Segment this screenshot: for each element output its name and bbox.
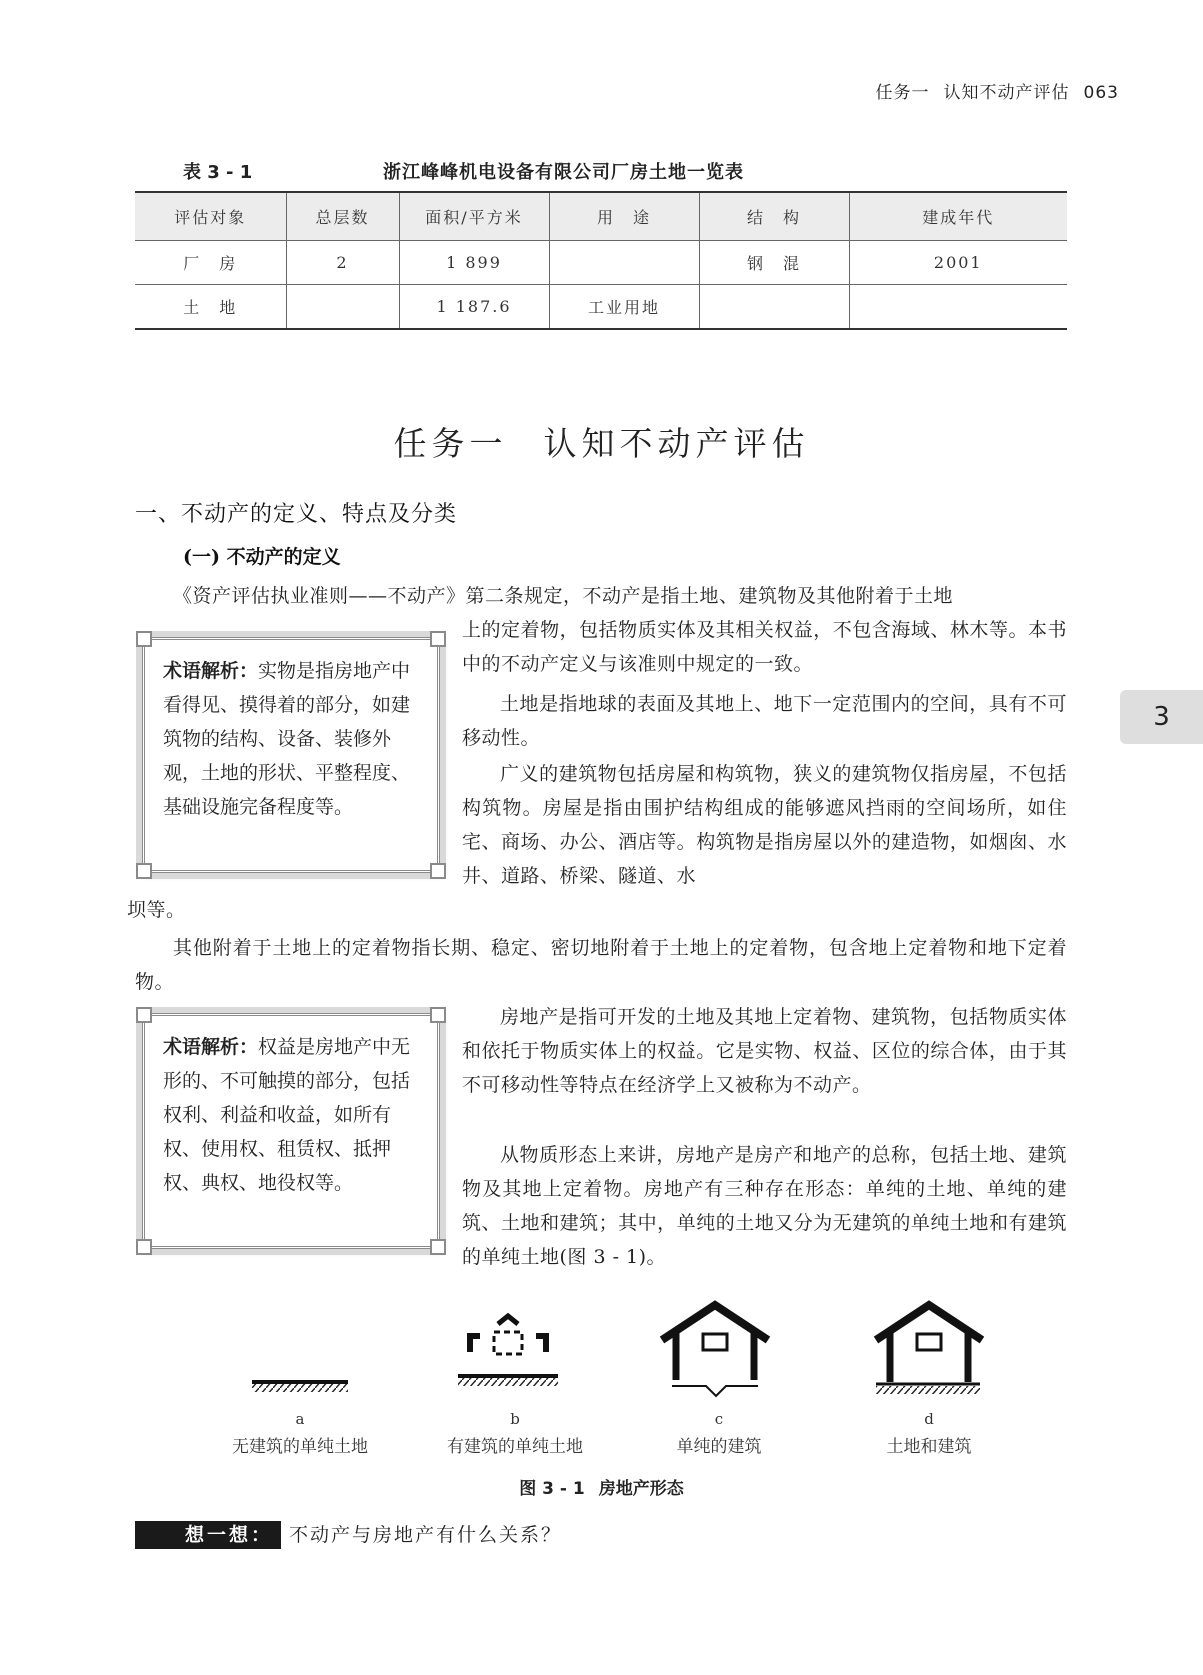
header-title: 认知不动产评估 bbox=[943, 83, 1070, 103]
figure-label: 有建筑的单纯土地 bbox=[447, 1437, 583, 1457]
term-text: 实物是指房地产中看得见、摸得着的部分，如建筑物的结构、设备、装修外观，土地的形状、平整程度、基础设施完备程度等。 bbox=[163, 660, 411, 818]
table-cell: 钢 混 bbox=[699, 241, 849, 285]
figure-letter: a bbox=[295, 1410, 305, 1428]
figure-d-land-and-building-icon bbox=[876, 1305, 982, 1394]
chapter-title bbox=[0, 418, 1203, 465]
page-number: 063 bbox=[1083, 83, 1119, 103]
term-text: 权益是房地产中无形的、不可触摸的部分，包括权利、利益和收益，如所有权、使用权、租赁权、抵押权、典权、地役权等。 bbox=[163, 1036, 411, 1194]
table-row bbox=[135, 285, 1067, 330]
table-header-row bbox=[135, 192, 1067, 241]
running-header bbox=[876, 78, 1119, 103]
corner-ornament bbox=[430, 863, 446, 879]
table-cell: 工业用地 bbox=[549, 285, 699, 330]
corner-ornament bbox=[136, 631, 152, 647]
term-box-1 bbox=[142, 637, 440, 873]
figure-letter: c bbox=[714, 1410, 724, 1428]
figure-title: 房地产形态 bbox=[598, 1479, 684, 1499]
table-cell: 厂 房 bbox=[135, 241, 286, 285]
paragraph-1-rest: 上的定着物，包括物质实体及其相关权益，不包含海域、林木等。本书中的不动产定义与该准则中规定的一致。 bbox=[462, 619, 1067, 675]
table-header-cell: 建成年代 bbox=[849, 192, 1067, 241]
think-prompt bbox=[135, 1520, 562, 1548]
table-row bbox=[135, 241, 1067, 285]
corner-ornament bbox=[430, 1007, 446, 1023]
figure-label: 土地和建筑 bbox=[886, 1437, 972, 1457]
corner-ornament bbox=[136, 863, 152, 879]
corner-ornament bbox=[430, 1239, 446, 1255]
figure-caption bbox=[0, 1474, 1203, 1499]
think-question: 不动产与房地产有什么关系？ bbox=[289, 1524, 563, 1546]
term-label: 术语解析： bbox=[163, 660, 259, 682]
corner-ornament bbox=[136, 1007, 152, 1023]
subsection-heading: (一) 不动产的定义 bbox=[183, 546, 341, 568]
table-title: 浙江峰峰机电设备有限公司厂房土地一览表 bbox=[383, 162, 744, 183]
table-cell bbox=[849, 285, 1067, 330]
term-label: 术语解析： bbox=[163, 1036, 259, 1058]
paragraph-2: 土地是指地球的表面及其地上、地下一定范围内的空间，具有不可移动性。 bbox=[462, 693, 1067, 749]
table-cell: 2 bbox=[286, 241, 399, 285]
table-cell bbox=[549, 241, 699, 285]
figure-b-planned-building-icon bbox=[458, 1316, 558, 1386]
table-cell: 2001 bbox=[849, 241, 1067, 285]
figure-3-1-drawings bbox=[0, 1300, 1203, 1410]
table-cell bbox=[286, 285, 399, 330]
chapter-tab: 3 bbox=[1120, 690, 1203, 744]
table-cell: 土 地 bbox=[135, 285, 286, 330]
figure-letter: d bbox=[924, 1410, 934, 1428]
figure-c-building-icon bbox=[662, 1305, 768, 1396]
asset-table bbox=[135, 191, 1067, 330]
figure-number: 图 3 - 1 bbox=[519, 1479, 585, 1499]
paragraph-3: 广义的建筑物包括房屋和构筑物，狭义的建筑物仅指房屋，不包括构筑物。房屋是指由围护结构组成的能够遮风挡雨的空间场所，如住宅、商场、办公、酒店等。构筑物是指房屋以外的建造物，如烟囱、水井、道路、桥梁、隧道、水 bbox=[462, 763, 1067, 887]
paragraph-6: 从物质形态上来讲，房地产是房产和地产的总称，包括土地、建筑物及其地上定着物。房地产有三种存在形态：单纯的土地、单纯的建筑、土地和建筑；其中，单纯的土地又分为无建筑的单纯土地和有建筑的单纯土地(图 3 - 1)。 bbox=[462, 1144, 1067, 1268]
think-label: 想一想： bbox=[135, 1521, 281, 1549]
table-cell bbox=[699, 285, 849, 330]
figure-label: 单纯的建筑 bbox=[676, 1437, 762, 1457]
figure-letter: b bbox=[510, 1410, 520, 1428]
paragraph-5: 房地产是指可开发的土地及其地上定着物、建筑物，包括物质实体和依托于物质实体上的权益。它是实物、权益、区位的综合体，由于其不可移动性等特点在经济学上又被称为不动产。 bbox=[462, 1006, 1067, 1096]
corner-ornament bbox=[136, 1239, 152, 1255]
figure-a-bare-land-icon bbox=[252, 1382, 348, 1392]
table-header-cell: 总层数 bbox=[286, 192, 399, 241]
table-cell: 1 187.6 bbox=[399, 285, 549, 330]
term-box-2 bbox=[142, 1013, 440, 1249]
table-header-cell: 面积/平方米 bbox=[399, 192, 549, 241]
table-number: 表 3 - 1 bbox=[183, 162, 253, 183]
figure-label: 无建筑的单纯土地 bbox=[232, 1437, 368, 1457]
header-section: 任务一 bbox=[875, 83, 930, 103]
table-header-cell: 评估对象 bbox=[135, 192, 286, 241]
table-header-cell: 用 途 bbox=[549, 192, 699, 241]
paragraph-4: 其他附着于土地上的定着物指长期、稳定、密切地附着于土地上的定着物，包含地上定着物和地下定着物。 bbox=[135, 937, 1067, 993]
section-heading: 一、不动产的定义、特点及分类 bbox=[135, 502, 458, 527]
corner-ornament bbox=[430, 631, 446, 647]
chapter-task: 任务一 bbox=[393, 424, 508, 463]
chapter-title-text: 认知不动产评估 bbox=[543, 424, 810, 463]
paragraph-1-line-1: 《资产评估执业准则——不动产》第二条规定，不动产是指土地、建筑物及其他附着于土地 bbox=[173, 585, 954, 607]
table-header-cell: 结 构 bbox=[699, 192, 849, 241]
paragraph-3-tail: 坝等。 bbox=[127, 899, 186, 921]
table-cell: 1 899 bbox=[399, 241, 549, 285]
